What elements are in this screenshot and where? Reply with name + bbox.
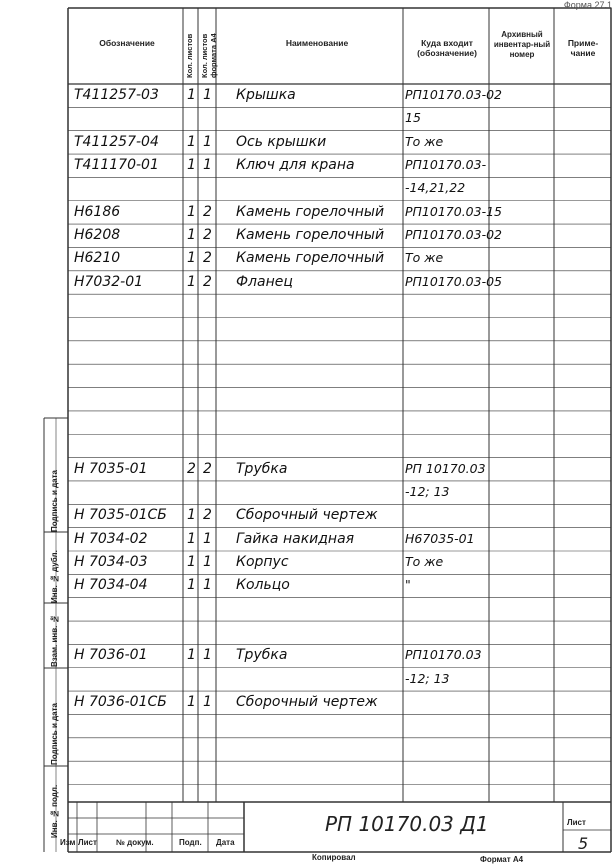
row-where-used: РП 10170.03	[405, 460, 486, 476]
header-sheets-count: Кол. листов	[185, 33, 194, 78]
row-where-used: РП10170.03-02	[405, 227, 502, 243]
row-designation: Н 7035-01СБ	[74, 507, 167, 524]
row-sheets-a4: 1	[203, 87, 212, 103]
table-row	[0, 621, 614, 644]
side-label-sign-date-1: Подпись и дата	[50, 703, 59, 765]
row-name: Сборочный чертеж	[236, 694, 378, 711]
row-where-used: РП10170.03-	[405, 157, 487, 173]
row-name: Камень горелочный	[236, 203, 385, 220]
row-where-used: 15	[405, 110, 421, 126]
row-designation: Н 7035-01	[74, 460, 148, 477]
row-name: Трубка	[236, 647, 288, 664]
row-sheets-a4: 1	[203, 133, 212, 150]
table-row	[0, 341, 614, 364]
title-list: Лист	[78, 838, 97, 847]
table-row	[0, 388, 614, 411]
header-name: Наименование	[285, 38, 349, 48]
row-sheets-a4: 2	[203, 460, 212, 477]
row-designation: Н 7036-01	[74, 647, 148, 664]
row-sheets-a4: 1	[203, 577, 212, 594]
table-row	[0, 691, 614, 714]
title-sheet-label: Лист	[567, 818, 586, 827]
row-designation: Н6210	[74, 250, 121, 267]
row-where-used: -12; 13	[405, 670, 450, 686]
table-row	[0, 504, 614, 527]
row-sheets-count: 1	[187, 530, 196, 547]
row-where-used: То же	[405, 554, 444, 569]
row-name: Ось крышки	[236, 133, 327, 150]
row-sheets-a4: 2	[203, 250, 212, 267]
row-sheets-a4: 1	[203, 694, 212, 711]
row-where-used: РП10170.03-15	[405, 203, 502, 219]
table-row	[0, 574, 614, 597]
row-sheets-a4: 1	[203, 554, 212, 570]
row-sheets-a4: 2	[203, 203, 212, 220]
row-sheets-count: 1	[187, 157, 196, 174]
row-designation: Н6208	[74, 227, 121, 244]
row-where-used: РП10170.03-02	[405, 87, 502, 102]
row-sheets-a4: 2	[203, 227, 212, 244]
table-row	[0, 481, 614, 504]
table-row	[0, 84, 614, 107]
title-izm: Изм	[60, 838, 76, 847]
table-row	[0, 318, 614, 341]
row-where-used: -12; 13	[405, 483, 450, 499]
row-designation: Н 7034-04	[74, 577, 148, 594]
table-row	[0, 434, 614, 457]
row-where-used: То же	[405, 133, 444, 149]
row-name: Гайка накидная	[236, 530, 355, 547]
row-sheets-count: 1	[187, 507, 196, 524]
row-sheets-count: 1	[187, 554, 196, 570]
side-label-inv-dubl: Инв. № дубл.	[50, 550, 59, 603]
table-row	[0, 738, 614, 761]
table-row	[0, 644, 614, 667]
title-date: Дата	[216, 838, 235, 847]
row-where-used: Н67035-01	[405, 530, 475, 546]
row-sheets-count: 1	[187, 273, 196, 290]
row-sheets-count: 1	[187, 250, 196, 267]
table-row	[0, 551, 614, 574]
header-where-used: Куда входит (обозначение)	[417, 38, 477, 58]
row-name: Камень горелочный	[236, 250, 385, 267]
table-row	[0, 131, 614, 154]
side-label-inv-podl: Инв. № подл.	[50, 784, 59, 838]
row-designation: Н 7034-03	[74, 554, 148, 570]
row-name: Кольцо	[236, 577, 290, 594]
row-designation: Н 7036-01СБ	[74, 694, 167, 711]
row-sheets-count: 1	[187, 133, 196, 150]
row-designation: Н7032-01	[74, 273, 144, 290]
row-name: Ключ для крана	[236, 157, 355, 174]
row-sheets-count: 1	[187, 203, 196, 220]
title-doc-no: № докум.	[116, 838, 154, 847]
table-row	[0, 224, 614, 247]
row-where-used: "	[405, 577, 411, 593]
row-where-used: -14,21,22	[405, 180, 466, 196]
table-row	[0, 458, 614, 481]
side-label-vzam-inv: Взам. инв. №	[50, 614, 59, 667]
row-designation: Н6186	[74, 203, 121, 220]
row-name: Крышка	[236, 87, 296, 103]
form-label: Форма 27.1	[563, 0, 612, 10]
table-row	[0, 247, 614, 270]
row-designation: Т411257-03	[74, 87, 159, 103]
title-sign: Подп.	[179, 838, 202, 847]
table-row	[0, 154, 614, 177]
row-designation: Т411257-04	[74, 133, 159, 150]
document-designation: РП 10170.03 Д1	[325, 812, 489, 836]
table-row	[0, 271, 614, 294]
row-sheets-a4: 1	[203, 647, 212, 664]
row-name: Сборочный чертеж	[236, 507, 378, 524]
row-sheets-count: 1	[187, 694, 196, 711]
row-where-used: То же	[405, 250, 444, 266]
row-name: Корпус	[236, 554, 289, 570]
row-sheets-a4: 1	[203, 157, 212, 174]
row-sheets-a4: 2	[203, 273, 212, 290]
table-row	[0, 714, 614, 737]
row-sheets-count: 1	[187, 647, 196, 664]
header-designation: Обозначение	[99, 38, 155, 48]
row-where-used: РП10170.03-05	[405, 273, 502, 289]
row-designation: Т411170-01	[74, 157, 159, 174]
footer-copied: Копировал	[312, 853, 356, 862]
side-label-sign-date-2: Подпись и дата	[50, 470, 59, 532]
row-sheets-a4: 2	[203, 507, 212, 524]
table-row	[0, 201, 614, 224]
table-row	[0, 364, 614, 387]
header-sheets-a4: Кол. листов формата А4	[200, 33, 218, 78]
row-sheets-count: 1	[187, 577, 196, 594]
table-row	[0, 294, 614, 317]
row-sheets-count: 1	[187, 87, 196, 103]
row-sheets-count: 1	[187, 227, 196, 244]
row-name: Трубка	[236, 460, 288, 477]
table-row	[0, 107, 614, 130]
header-archive-no: Архивный инвентар-ный номер	[493, 30, 551, 59]
table-row	[0, 177, 614, 200]
row-designation: Н 7034-02	[74, 530, 148, 547]
table-row	[0, 411, 614, 434]
table-row	[0, 528, 614, 551]
row-where-used: РП10170.03	[405, 647, 482, 663]
row-name: Камень горелочный	[236, 227, 385, 244]
row-sheets-a4: 1	[203, 530, 212, 547]
footer-format: Формат А4	[480, 855, 524, 864]
table-row	[0, 668, 614, 691]
row-sheets-count: 2	[187, 460, 196, 477]
header-note: Приме-чание	[567, 38, 599, 58]
sheet-number: 5	[578, 834, 589, 853]
row-name: Фланец	[236, 273, 293, 290]
table-row	[0, 598, 614, 621]
